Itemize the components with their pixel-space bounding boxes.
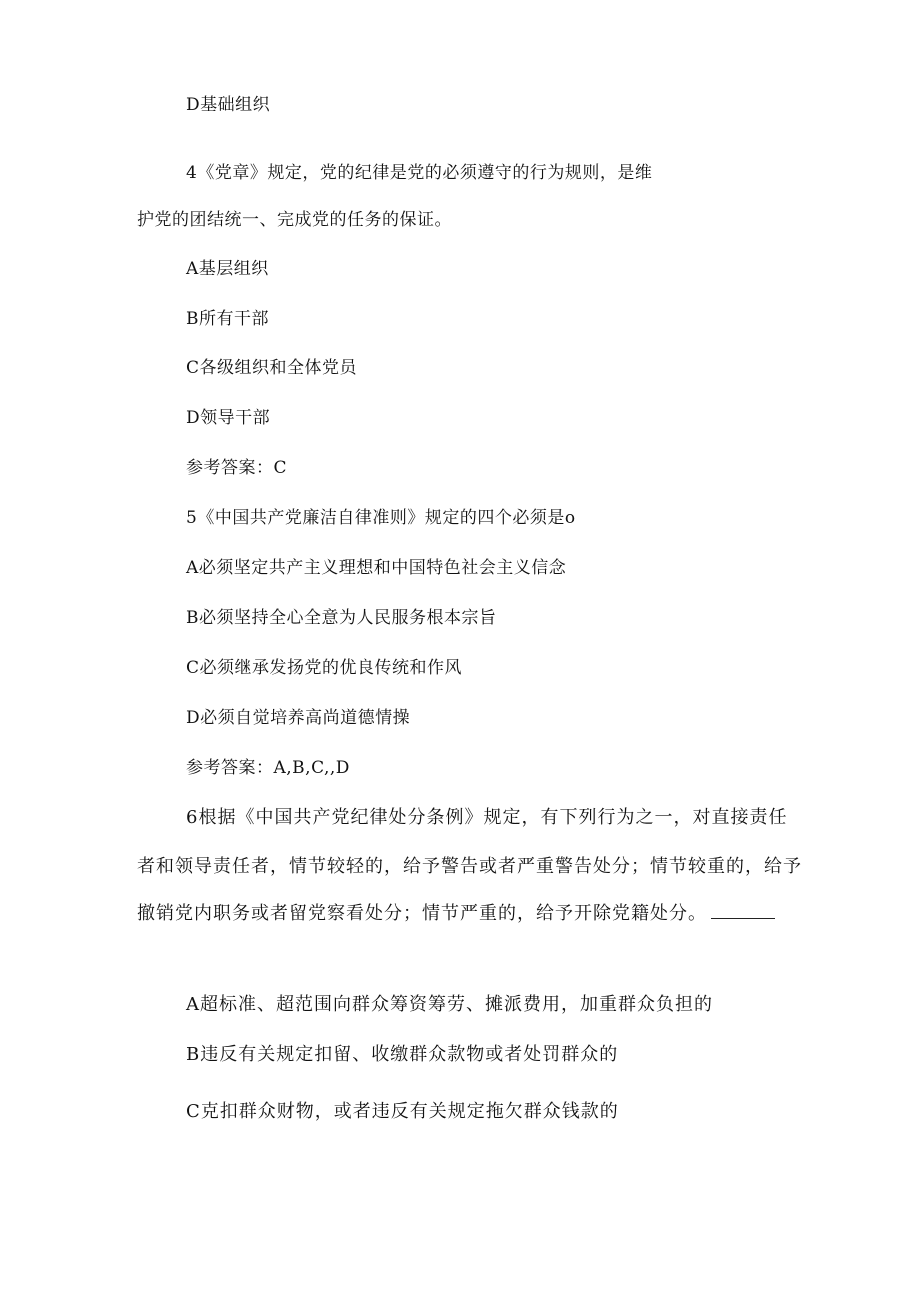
q3-option-d: D基础组织: [186, 95, 271, 115]
q6-question-line-3: [137, 902, 775, 926]
q4-option-c: C各级组织和全体党员: [186, 358, 358, 378]
q6-option-c: C克扣群众财物，或者违反有关规定拖欠群众钱款的: [186, 1101, 619, 1122]
q5-option-d: D必须自觉培养高尚道德情操: [186, 708, 411, 728]
q6-question-line-3-text: 撤销党内职务或者留党察看处分；情节严重的，给予开除党籍处分。: [137, 903, 707, 924]
q5-option-c: C必须继承发扬党的优良传统和作风: [186, 658, 463, 678]
answer-blank: [711, 904, 775, 919]
q6-question-line-2: 者和领导责任者，情节较轻的，给予警告或者严重警告处分；情节较重的，给予: [137, 856, 802, 877]
q6-option-a: A超标准、超范围向群众筹资筹劳、摊派费用，加重群众负担的: [186, 994, 713, 1015]
q4-option-a: A基层组织: [186, 259, 269, 279]
q5-question: 5《中国共产党廉洁自律准则》规定的四个必须是o: [186, 508, 576, 528]
q6-option-b: B违反有关规定扣留、收缴群众款物或者处罚群众的: [186, 1044, 619, 1065]
q5-option-b: B必须坚持全心全意为人民服务根本宗旨: [186, 608, 497, 628]
q4-answer: 参考答案：C: [186, 458, 288, 478]
q4-question-line-2: 护党的团结统一、完成党的任务的保证。: [137, 210, 452, 230]
q4-option-d: D领导干部: [186, 408, 271, 428]
q5-answer: 参考答案：A,B,C,,D: [186, 758, 350, 778]
q4-question-line-1: 4《党章》规定，党的纪律是党的必须遵守的行为规则，是维: [186, 163, 653, 183]
q4-option-b: B所有干部: [186, 309, 269, 329]
q5-option-a: A必须坚定共产主义理想和中国特色社会主义信念: [186, 558, 567, 578]
q6-question-line-1: 6根据《中国共产党纪律处分条例》规定，有下列行为之一，对直接责任: [186, 807, 788, 828]
